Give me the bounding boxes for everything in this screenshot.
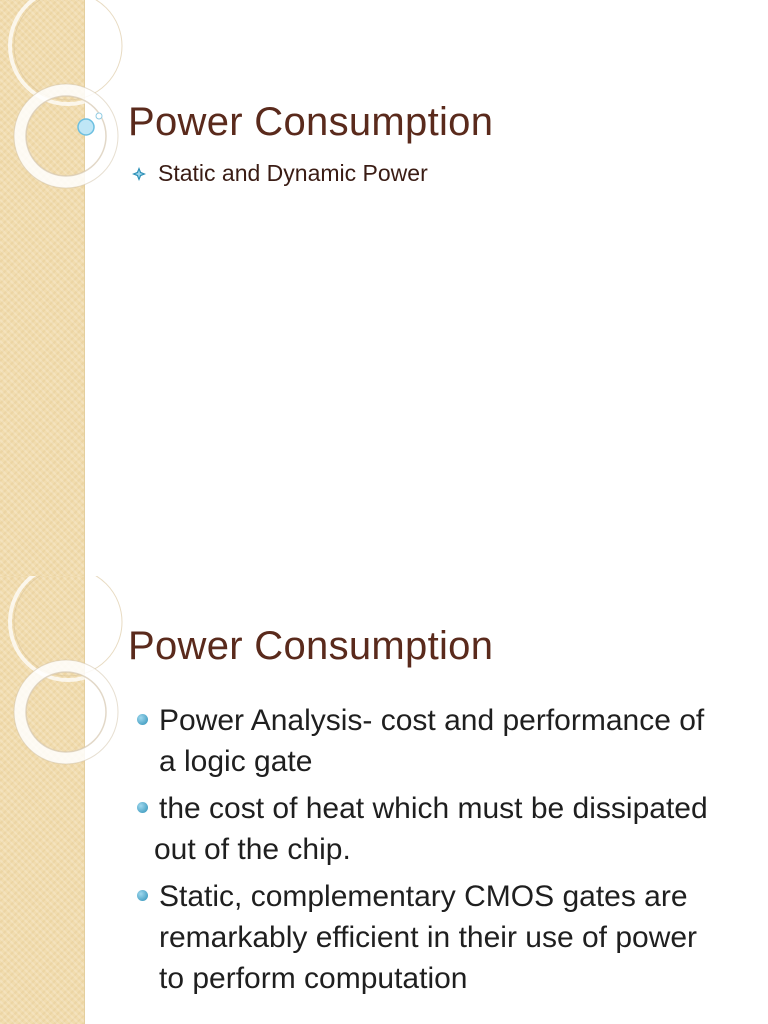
slide-sidebar bbox=[0, 512, 85, 576]
bullet-text: Static, complementary CMOS gates are bbox=[159, 880, 688, 913]
slide-title: Power Consumption bbox=[128, 624, 494, 668]
dot-bullet-icon bbox=[137, 714, 148, 725]
diamond-bullet-icon bbox=[132, 167, 146, 181]
bullet-text-continued: a logic gate bbox=[159, 745, 313, 778]
dot-bullet-icon bbox=[137, 802, 148, 813]
decorative-circles-icon bbox=[0, 576, 140, 816]
slide-title: Power Consumption bbox=[128, 100, 494, 144]
bullet-text: the cost of heat which must be dissipated bbox=[159, 792, 708, 825]
decorative-circles-icon bbox=[0, 0, 140, 260]
bullet-list bbox=[132, 700, 744, 1005]
bullet-item bbox=[132, 700, 744, 782]
bullet-list bbox=[132, 158, 428, 188]
slide-2 bbox=[0, 576, 768, 1024]
dot-bullet-icon bbox=[137, 890, 148, 901]
bullet-item bbox=[132, 876, 744, 999]
bullet-text-continued: remarkably efficient in their use of power bbox=[159, 921, 698, 954]
slide-separator bbox=[0, 512, 768, 576]
bullet-item bbox=[132, 788, 744, 870]
bullet-text-continued: out of the chip. bbox=[154, 833, 351, 866]
bullet-item bbox=[132, 158, 428, 188]
bullet-text: Power Analysis- cost and performance of bbox=[159, 704, 705, 737]
bullet-text: Static and Dynamic Power bbox=[158, 160, 428, 186]
bullet-text-continued: to perform computation bbox=[159, 962, 468, 995]
